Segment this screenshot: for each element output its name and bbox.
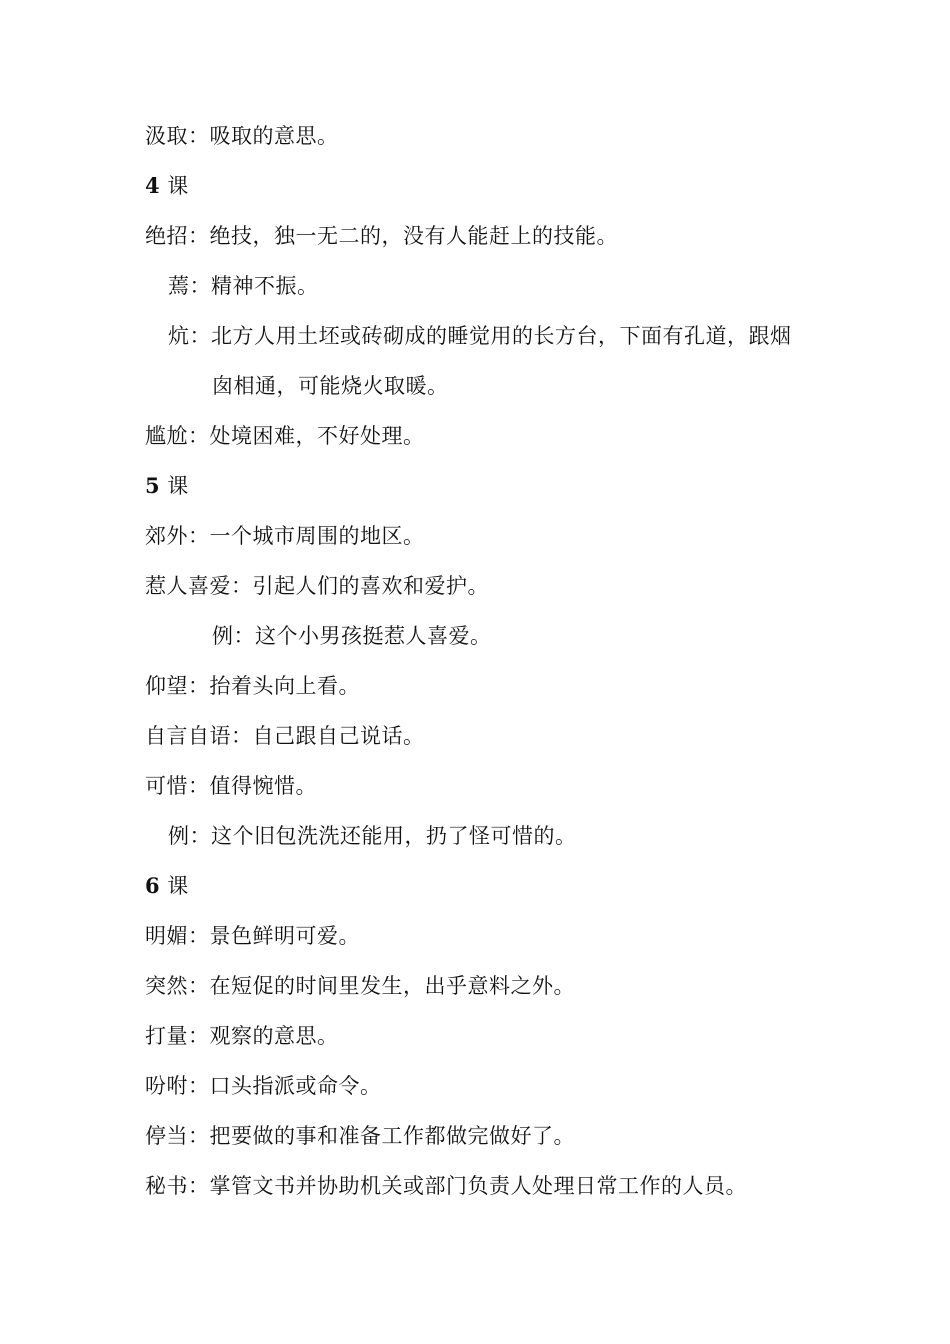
entry-nian bbox=[168, 272, 319, 300]
entry-term: 惹人喜爱： bbox=[145, 574, 253, 598]
entry-term: 停当： bbox=[145, 1124, 210, 1148]
lesson-label: 课 bbox=[160, 874, 189, 898]
entry-definition-continuation: 囱相通，可能烧火取暖。 bbox=[212, 374, 449, 398]
entry-mishu bbox=[145, 1172, 747, 1200]
entry-term: 自言自语： bbox=[145, 724, 253, 748]
lesson-heading-5 bbox=[145, 472, 189, 500]
entry-term: 尴尬： bbox=[145, 424, 210, 448]
lesson-number: 6 bbox=[145, 873, 161, 898]
example-rerenxiai bbox=[212, 622, 492, 650]
entry-definition: 北方人用土坯或砖砌成的睡觉用的长方台，下面有孔道，跟烟 bbox=[211, 324, 792, 348]
entry-rerenxiai bbox=[145, 572, 489, 600]
entry-definition: 引起人们的喜欢和爱护。 bbox=[252, 574, 489, 598]
lesson-number: 5 bbox=[145, 473, 161, 498]
entry-term: 打量： bbox=[145, 1024, 210, 1048]
entry-jiaowai bbox=[145, 522, 425, 550]
entry-definition: 自己跟自己说话。 bbox=[252, 724, 425, 748]
entry-definition: 在短促的时间里发生，出乎意料之外。 bbox=[209, 974, 575, 998]
example-text: 这个小男孩挺惹人喜爱。 bbox=[255, 624, 492, 648]
entry-definition: 处境困难，不好处理。 bbox=[209, 424, 425, 448]
lesson-number: 4 bbox=[145, 173, 161, 198]
entry-definition: 掌管文书并协助机关或部门负责人处理日常工作的人员。 bbox=[209, 1174, 747, 1198]
entry-juezhao bbox=[145, 222, 618, 250]
entry-ganga bbox=[145, 422, 425, 450]
entry-tingdang bbox=[145, 1122, 575, 1150]
entry-ziyanziyu bbox=[145, 722, 425, 750]
entry-kexi bbox=[145, 772, 317, 800]
lesson-heading-6 bbox=[145, 872, 189, 900]
lesson-label: 课 bbox=[160, 174, 189, 198]
entry-term: 突然： bbox=[145, 974, 210, 998]
entry-definition: 观察的意思。 bbox=[209, 1024, 339, 1048]
entry-jiqu bbox=[145, 122, 339, 150]
entry-term: 郊外： bbox=[145, 524, 210, 548]
entry-term: 可惜： bbox=[145, 774, 210, 798]
entry-definition: 抬着头向上看。 bbox=[209, 674, 360, 698]
example-kexi bbox=[168, 822, 577, 850]
example-text: 这个旧包洗洗还能用，扔了怪可惜的。 bbox=[211, 824, 577, 848]
entry-kang-continuation bbox=[212, 372, 449, 400]
entry-term: 吩咐： bbox=[145, 1074, 210, 1098]
entry-definition: 吸取的意思。 bbox=[209, 124, 339, 148]
entry-definition: 绝技，独一无二的，没有人能赶上的技能。 bbox=[209, 224, 618, 248]
entry-daliang bbox=[145, 1022, 339, 1050]
entry-kang bbox=[168, 322, 792, 350]
entry-definition: 一个城市周围的地区。 bbox=[209, 524, 425, 548]
example-label: 例： bbox=[168, 824, 211, 848]
entry-definition: 精神不振。 bbox=[211, 274, 319, 298]
entry-term: 蔫： bbox=[168, 274, 211, 298]
entry-definition: 口头指派或命令。 bbox=[209, 1074, 382, 1098]
entry-term: 绝招： bbox=[145, 224, 210, 248]
entry-definition: 值得惋惜。 bbox=[209, 774, 317, 798]
entry-term: 秘书： bbox=[145, 1174, 210, 1198]
example-label: 例： bbox=[212, 624, 255, 648]
entry-turan bbox=[145, 972, 575, 1000]
entry-fenfu bbox=[145, 1072, 382, 1100]
lesson-heading-4 bbox=[145, 172, 189, 200]
entry-yangwang bbox=[145, 672, 360, 700]
entry-definition: 把要做的事和准备工作都做完做好了。 bbox=[209, 1124, 575, 1148]
entry-term: 炕： bbox=[168, 324, 211, 348]
entry-term: 明媚： bbox=[145, 924, 210, 948]
entry-term: 仰望： bbox=[145, 674, 210, 698]
lesson-label: 课 bbox=[160, 474, 189, 498]
entry-mingmei bbox=[145, 922, 360, 950]
entry-term: 汲取： bbox=[145, 124, 210, 148]
entry-definition: 景色鲜明可爱。 bbox=[209, 924, 360, 948]
